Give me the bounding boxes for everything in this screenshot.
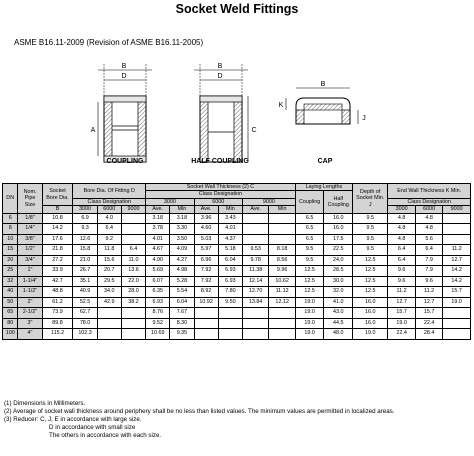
- cell-c-3000-ave: 3.18: [146, 213, 170, 224]
- cell-nom-size: 1/4": [18, 224, 42, 235]
- note-5: The others in accordance with each size.: [49, 432, 162, 439]
- cell-coupling: 9.5: [295, 245, 324, 256]
- header-wall-3000: 3000: [146, 198, 194, 205]
- header-d-3000: 3000: [73, 206, 97, 213]
- cell-d-9000: [121, 224, 145, 235]
- cell-k-3000: 4.8: [388, 224, 416, 235]
- cell-c-3000-min: 3.50: [170, 234, 194, 245]
- cell-k-3000: 15.7: [388, 308, 416, 319]
- cell-c-9000-ave: [242, 213, 268, 224]
- cell-k-6000: 7.9: [415, 266, 443, 277]
- table-row: [3, 308, 471, 319]
- header-ave-3000: Ave.: [146, 206, 170, 213]
- header-depth-socket: Depth of Socket Min. J: [353, 184, 388, 214]
- cell-c-3000-min: 4.98: [170, 266, 194, 277]
- cell-c-9000-ave: 12.14: [242, 276, 268, 287]
- cell-nom-size: 3/4": [18, 255, 42, 266]
- cell-d-6000: 4.0: [97, 213, 121, 224]
- cell-coupling: 19.0: [295, 329, 324, 340]
- table-row: [3, 234, 471, 245]
- table-body: [3, 213, 471, 339]
- table-row: [3, 318, 471, 329]
- cell-d-6000: 9.2: [97, 234, 121, 245]
- cell-k-3000: 4.8: [388, 234, 416, 245]
- cell-depth-j: 16.0: [353, 297, 388, 308]
- cell-bore-b: 14.2: [42, 224, 73, 235]
- cell-coupling: 6.5: [295, 213, 324, 224]
- cell-k-6000: 9.6: [415, 276, 443, 287]
- cell-bore-b: 27.2: [42, 255, 73, 266]
- cell-k-6000: 4.8: [415, 213, 443, 224]
- cap-drawing: [279, 81, 366, 124]
- table-row: [3, 287, 471, 298]
- cell-c-9000-ave: [242, 318, 268, 329]
- cell-k-3000: 6.4: [388, 255, 416, 266]
- cell-d-3000: 102.3: [73, 329, 97, 340]
- cell-c-9000-min: 8.18: [269, 245, 295, 256]
- cell-c-6000-ave: 10.92: [194, 297, 218, 308]
- header-wall-9000: 9000: [242, 198, 295, 205]
- dim-c-half: C: [251, 127, 257, 134]
- cell-d-6000: 11.8: [97, 245, 121, 256]
- cell-c-6000-ave: 8.92: [194, 287, 218, 298]
- table-row: [3, 297, 471, 308]
- cell-bore-b: 115.2: [42, 329, 73, 340]
- cell-depth-j: 16.0: [353, 308, 388, 319]
- cell-depth-j: 9.5: [353, 213, 388, 224]
- cell-d-9000: 6.4: [121, 245, 145, 256]
- dim-k-cap: K: [278, 102, 284, 109]
- cell-k-9000: [443, 329, 471, 340]
- cell-c-9000-ave: [242, 308, 268, 319]
- cell-c-3000-min: 4.09: [170, 245, 194, 256]
- cell-c-3000-ave: 3.78: [146, 224, 170, 235]
- cell-c-9000-min: 11.12: [269, 287, 295, 298]
- cell-k-6000: 28.4: [415, 329, 443, 340]
- cell-k-6000: 12.7: [415, 297, 443, 308]
- header-min-6000: Min: [218, 206, 242, 213]
- cell-nom-size: 3": [18, 318, 42, 329]
- cell-c-9000-ave: [242, 224, 268, 235]
- header-class-bore: Class Designation: [73, 198, 146, 205]
- cell-dn: 50: [3, 297, 18, 308]
- cell-c-3000-min: 3.30: [170, 224, 194, 235]
- cell-k-3000: 4.8: [388, 213, 416, 224]
- cell-c-6000-min: 6.93: [218, 276, 242, 287]
- cell-c-6000-ave: [194, 329, 218, 340]
- cell-c-9000-ave: 11.38: [242, 266, 268, 277]
- cell-k-9000: 19.0: [443, 297, 471, 308]
- table-row: [3, 266, 471, 277]
- table-header: [3, 184, 471, 214]
- dim-d-half: D: [217, 73, 223, 80]
- header-ave-6000: Ave.: [194, 206, 218, 213]
- cell-k-3000: 6.4: [388, 245, 416, 256]
- cell-k-6000: 4.8: [415, 224, 443, 235]
- cell-k-6000: 15.7: [415, 308, 443, 319]
- cell-d-6000: 15.6: [97, 255, 121, 266]
- cell-bore-b: 48.8: [42, 287, 73, 298]
- cell-c-9000-ave: [242, 329, 268, 340]
- cell-k-6000: 7.9: [415, 255, 443, 266]
- cell-dn: 32: [3, 276, 18, 287]
- cell-c-6000-ave: 5.03: [194, 234, 218, 245]
- cell-bore-b: 42.7: [42, 276, 73, 287]
- cell-d-9000: 13.6: [121, 266, 145, 277]
- cell-c-6000-min: 6.04: [218, 255, 242, 266]
- header-min-3000: Min: [170, 206, 194, 213]
- cell-nom-size: 2": [18, 297, 42, 308]
- cell-c-9000-min: 9.96: [269, 266, 295, 277]
- header-laying-lengths: Laying Lengths: [295, 184, 352, 191]
- cell-c-6000-ave: 6.96: [194, 255, 218, 266]
- header-end-wall: End Wall Thickness K Min.: [388, 184, 471, 199]
- cell-k-9000: [443, 308, 471, 319]
- cell-c-3000-min: 5.28: [170, 276, 194, 287]
- cell-half-coupling: 16.0: [324, 224, 353, 235]
- cell-d-9000: [121, 308, 145, 319]
- cell-d-9000: 11.0: [121, 255, 145, 266]
- header-half-coupling: Half Coupling: [324, 191, 353, 213]
- cell-c-9000-ave: 12.70: [242, 287, 268, 298]
- page-title: Socket Weld Fittings: [175, 2, 299, 16]
- cell-dn: 100: [3, 329, 18, 340]
- header-d-6000: 6000: [97, 206, 121, 213]
- cell-bore-b: 10.8: [42, 213, 73, 224]
- cell-c-6000-min: 9.50: [218, 297, 242, 308]
- cell-c-6000-min: 3.43: [218, 213, 242, 224]
- header-wall-6000: 6000: [194, 198, 242, 205]
- cell-c-9000-ave: 9.78: [242, 255, 268, 266]
- cell-dn: 80: [3, 318, 18, 329]
- cell-half-coupling: 22.5: [324, 245, 353, 256]
- header-nom-pipe-size: Nom. Pipe Size: [18, 184, 42, 214]
- cell-d-9000: [121, 213, 145, 224]
- fitting-drawings: [0, 48, 474, 173]
- cell-k-6000: 22.4: [415, 318, 443, 329]
- cell-half-coupling: 32.0: [324, 287, 353, 298]
- cell-k-6000: 6.4: [415, 245, 443, 256]
- cell-d-6000: 6.4: [97, 224, 121, 235]
- cell-nom-size: 1/8": [18, 213, 42, 224]
- cell-half-coupling: 17.5: [324, 234, 353, 245]
- table-row: [3, 213, 471, 224]
- cell-depth-j: 9.5: [353, 245, 388, 256]
- half-coupling-drawing: [194, 63, 257, 162]
- table-row: [3, 276, 471, 287]
- header-dn: DN: [3, 184, 18, 214]
- cell-dn: 40: [3, 287, 18, 298]
- cell-depth-j: 12.5: [353, 266, 388, 277]
- cell-d-3000: 15.8: [73, 245, 97, 256]
- cell-c-3000-ave: 10.69: [146, 329, 170, 340]
- cell-c-6000-ave: [194, 318, 218, 329]
- cell-half-coupling: 16.0: [324, 213, 353, 224]
- cell-coupling: 12.5: [295, 287, 324, 298]
- cell-half-coupling: 41.0: [324, 297, 353, 308]
- cell-bore-b: 17.6: [42, 234, 73, 245]
- header-bore-fitting: Bore Dia. Of Fitting D: [73, 184, 146, 199]
- header-d-9000: 9000: [121, 206, 145, 213]
- cell-bore-b: 61.2: [42, 297, 73, 308]
- cell-k-9000: 14.2: [443, 276, 471, 287]
- cell-k-9000: [443, 224, 471, 235]
- cell-k-3000: 9.6: [388, 276, 416, 287]
- cell-c-3000-min: 7.67: [170, 308, 194, 319]
- cell-d-9000: [121, 329, 145, 340]
- header-k-3000: 3000: [388, 206, 416, 213]
- table-row: [3, 245, 471, 256]
- cell-c-9000-min: [269, 213, 295, 224]
- cell-dn: 15: [3, 245, 18, 256]
- cell-c-9000-min: [269, 329, 295, 340]
- cell-c-6000-min: 7.80: [218, 287, 242, 298]
- cell-c-6000-min: 4.37: [218, 234, 242, 245]
- cell-k-9000: 15.7: [443, 287, 471, 298]
- cell-nom-size: 3/8": [18, 234, 42, 245]
- cell-d-3000: 6.9: [73, 213, 97, 224]
- cell-d-6000: 34.0: [97, 287, 121, 298]
- cell-d-9000: 38.2: [121, 297, 145, 308]
- header-coupling: Coupling: [295, 191, 324, 213]
- cell-d-9000: [121, 318, 145, 329]
- cell-c-9000-min: [269, 308, 295, 319]
- cell-dn: 8: [3, 224, 18, 235]
- cell-d-3000: 21.0: [73, 255, 97, 266]
- cell-c-6000-ave: 7.92: [194, 276, 218, 287]
- cell-k-9000: [443, 213, 471, 224]
- note-1: (1) Dimensions in Millimeters.: [4, 400, 86, 407]
- cell-coupling: 6.5: [295, 224, 324, 235]
- cap-label: CAP: [317, 158, 333, 165]
- cell-d-9000: [121, 234, 145, 245]
- cell-bore-b: 21.8: [42, 245, 73, 256]
- cell-k-9000: 11.2: [443, 245, 471, 256]
- cell-k-9000: [443, 234, 471, 245]
- cell-c-3000-ave: 6.93: [146, 297, 170, 308]
- cell-d-6000: 42.9: [97, 297, 121, 308]
- cell-d-6000: 29.5: [97, 276, 121, 287]
- header-min-9000: Min: [269, 206, 295, 213]
- cell-d-9000: 22.0: [121, 276, 145, 287]
- cell-d-6000: [97, 318, 121, 329]
- dim-j-cap: J: [362, 115, 366, 122]
- cell-nom-size: 1-1/4": [18, 276, 42, 287]
- cell-bore-b: 33.9: [42, 266, 73, 277]
- cell-d-3000: 62.7: [73, 308, 97, 319]
- coupling-drawing: [91, 63, 152, 162]
- cell-c-3000-min: 4.27: [170, 255, 194, 266]
- cell-c-3000-ave: 6.35: [146, 287, 170, 298]
- cell-coupling: 12.5: [295, 266, 324, 277]
- cell-c-3000-ave: 4.90: [146, 255, 170, 266]
- cell-depth-j: 12.5: [353, 287, 388, 298]
- header-k-6000: 6000: [415, 206, 443, 213]
- cell-c-9000-ave: 9.53: [242, 245, 268, 256]
- cell-half-coupling: 48.0: [324, 329, 353, 340]
- cell-c-6000-ave: 7.92: [194, 266, 218, 277]
- table-row: [3, 329, 471, 340]
- cell-coupling: 19.0: [295, 318, 324, 329]
- header-bore-b: B: [42, 206, 73, 213]
- cell-c-3000-min: 3.18: [170, 213, 194, 224]
- cell-c-6000-min: [218, 329, 242, 340]
- cell-k-6000: 11.2: [415, 287, 443, 298]
- cell-coupling: 19.0: [295, 297, 324, 308]
- cell-nom-size: 2-1/2": [18, 308, 42, 319]
- standard-subtitle: ASME B16.11-2009 (Revision of ASME B16.11-2005): [14, 38, 204, 47]
- cell-dn: 65: [3, 308, 18, 319]
- cell-c-9000-min: 10.62: [269, 276, 295, 287]
- cell-d-3000: 78.0: [73, 318, 97, 329]
- header-class-wall: Class Designation: [146, 191, 296, 198]
- cell-d-3000: 40.9: [73, 287, 97, 298]
- cell-d-3000: 52.5: [73, 297, 97, 308]
- cell-c-6000-min: 6.93: [218, 266, 242, 277]
- table-row: [3, 224, 471, 235]
- cell-k-3000: 19.0: [388, 318, 416, 329]
- cell-coupling: 9.5: [295, 255, 324, 266]
- cell-c-6000-ave: 5.97: [194, 245, 218, 256]
- cell-c-3000-min: 9.35: [170, 329, 194, 340]
- header-class-end: Class Designation: [388, 198, 471, 205]
- cell-c-6000-ave: 4.60: [194, 224, 218, 235]
- cell-half-coupling: 28.5: [324, 266, 353, 277]
- cell-c-3000-ave: 9.52: [146, 318, 170, 329]
- cell-k-9000: 12.7: [443, 255, 471, 266]
- cell-dn: 10: [3, 234, 18, 245]
- cell-depth-j: 12.5: [353, 255, 388, 266]
- cell-d-3000: 35.1: [73, 276, 97, 287]
- dimensions-table: [2, 183, 471, 340]
- cell-c-9000-min: 8.56: [269, 255, 295, 266]
- dim-d-coupling: D: [121, 73, 127, 80]
- cell-c-3000-ave: 5.69: [146, 266, 170, 277]
- note-3: (3) Reducer: C, J, E in accordance with large size.: [4, 416, 142, 423]
- cell-half-coupling: 30.0: [324, 276, 353, 287]
- cell-c-9000-ave: [242, 234, 268, 245]
- cell-coupling: 6.5: [295, 234, 324, 245]
- cell-nom-size: 4": [18, 329, 42, 340]
- cell-k-3000: 22.4: [388, 329, 416, 340]
- cell-c-3000-min: 8.30: [170, 318, 194, 329]
- cell-bore-b: 73.9: [42, 308, 73, 319]
- cell-k-3000: 12.7: [388, 297, 416, 308]
- half-coupling-label: HALF COUPLING: [191, 158, 249, 165]
- cell-dn: 25: [3, 266, 18, 277]
- dim-a-coupling: A: [90, 127, 96, 134]
- cell-c-9000-min: [269, 224, 295, 235]
- note-2: (2) Average of socket wall thickness around periphery shall be no less than listed values. The minimum values are permitted in localized areas.: [4, 408, 395, 415]
- cell-c-6000-min: 4.01: [218, 224, 242, 235]
- cell-d-6000: [97, 329, 121, 340]
- cell-coupling: 12.5: [295, 276, 324, 287]
- header-socket-wall: Socket Wall Thickness (2) C: [146, 184, 296, 191]
- cell-c-3000-ave: 6.07: [146, 276, 170, 287]
- cell-c-9000-min: [269, 234, 295, 245]
- cell-c-9000-min: [269, 318, 295, 329]
- cell-c-3000-min: 6.04: [170, 297, 194, 308]
- cell-dn: 6: [3, 213, 18, 224]
- cell-d-6000: [97, 308, 121, 319]
- cell-bore-b: 89.8: [42, 318, 73, 329]
- cell-c-9000-ave: 13.84: [242, 297, 268, 308]
- cell-c-6000-min: [218, 318, 242, 329]
- cell-nom-size: 1-1/2": [18, 287, 42, 298]
- cell-c-9000-min: 12.12: [269, 297, 295, 308]
- coupling-label: COUPLING: [106, 158, 144, 165]
- cell-k-9000: 14.2: [443, 266, 471, 277]
- table-row: [3, 255, 471, 266]
- dim-b-half: B: [217, 63, 223, 70]
- cell-nom-size: 1/2": [18, 245, 42, 256]
- dim-b-cap: B: [320, 81, 326, 88]
- cell-c-6000-min: 5.18: [218, 245, 242, 256]
- cell-nom-size: 1": [18, 266, 42, 277]
- dim-b-coupling: B: [121, 63, 127, 70]
- cell-d-3000: 26.7: [73, 266, 97, 277]
- cell-depth-j: 12.5: [353, 276, 388, 287]
- cell-k-3000: 11.2: [388, 287, 416, 298]
- cell-dn: 20: [3, 255, 18, 266]
- cell-coupling: 19.0: [295, 308, 324, 319]
- cell-c-3000-ave: 4.01: [146, 234, 170, 245]
- header-socket-bore: Socket Bore Dia.: [42, 184, 73, 206]
- cell-k-6000: 5.6: [415, 234, 443, 245]
- cell-d-3000: 12.6: [73, 234, 97, 245]
- header-ave-9000: Ave.: [242, 206, 268, 213]
- cell-d-6000: 20.7: [97, 266, 121, 277]
- cell-d-9000: 28.0: [121, 287, 145, 298]
- cell-c-6000-ave: 3.96: [194, 213, 218, 224]
- cell-c-3000-min: 5.54: [170, 287, 194, 298]
- cell-half-coupling: 44.5: [324, 318, 353, 329]
- cell-half-coupling: 43.0: [324, 308, 353, 319]
- cell-depth-j: 16.0: [353, 318, 388, 329]
- cell-c-6000-ave: [194, 308, 218, 319]
- cell-depth-j: 9.5: [353, 234, 388, 245]
- cell-depth-j: 19.0: [353, 329, 388, 340]
- note-4: D in accordance with small size: [49, 424, 136, 431]
- cell-c-6000-min: [218, 308, 242, 319]
- cell-k-3000: 9.6: [388, 266, 416, 277]
- cell-c-3000-ave: 8.76: [146, 308, 170, 319]
- cell-c-3000-ave: 4.67: [146, 245, 170, 256]
- header-k-9000: 9000: [443, 206, 471, 213]
- cell-half-coupling: 24.0: [324, 255, 353, 266]
- cell-depth-j: 9.5: [353, 224, 388, 235]
- cell-k-9000: [443, 318, 471, 329]
- cell-d-3000: 9.3: [73, 224, 97, 235]
